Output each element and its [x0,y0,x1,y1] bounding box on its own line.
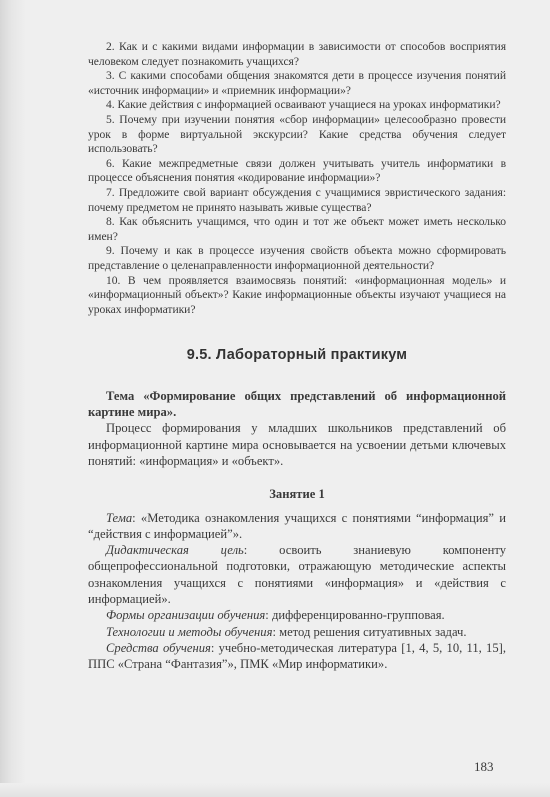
question-item: 9. Почему и как в процессе изучения свойств объекта можно сформировать представление о целенаправленности информационной деятельности? [88,244,506,272]
theme-heading: Тема «Формирование общих представлений об информационной картине мира». [88,389,506,420]
lesson-details [88,510,506,673]
question-item: 4. Какие действия с информацией осваивают учащиеся на уроках информатики? [106,98,501,112]
lesson-forms-label: Формы организации обучения [106,608,266,623]
question-item: 8. Как объяснить учащимся, что один и тот же объект может иметь несколько имен? [88,215,506,243]
question-item: 5. Почему при изучении понятия «сбор информации» целесообразно провести урок в форме виртуальной экскурсии? Какие средства обучения следует использовать? [88,112,506,156]
lesson-goal [88,542,506,607]
lesson-title: Занятие 1 [269,486,325,501]
questions-list [88,40,506,317]
lesson-methods-text: : метод решения ситуативных задач. [272,624,467,639]
lesson-tools-text: : учебно-методическая литература [1, 4, 5, 10, 11, 15], ППС «Страна “Фантазия”», ПМК «Мир информатики». [88,640,506,672]
lesson-forms [88,607,506,623]
lesson-topic-text: : «Методика ознакомления учащихся с понятиями “информация” и “действия с информацией”». [88,510,506,541]
lesson-methods [88,624,506,640]
lesson-tools-label: Средства обучения [106,640,211,655]
question-item: 3. С какими способами общения знакомятся дети в процессе изучения понятий «источник информации» и «приемник информации»? [88,69,506,97]
question-item: 2. Как и с какими видами информации в зависимости от способов восприятия человеком следует познакомить учащихся? [88,40,506,68]
lesson-forms-text: : дифференцированно-групповая. [265,608,445,623]
lesson-goal-text: : освоить знаниевую компоненту общепрофессиональной подготовки, отражающую методические аспекты ознакомления учащихся с понятиями «информация» и «действия с информацией». [88,543,506,606]
question-item: 7. Предложите свой вариант обсуждения с учащимися эвристического задания: почему предметом не принято называть живые существа? [88,185,506,214]
lesson-methods-label: Технологии и методы обучения [106,624,273,639]
page-bottom-shadow [0,783,550,797]
lesson-topic [88,510,506,543]
lesson-tools [88,640,506,673]
section-title: 9.5. Лабораторный практикум [186,347,408,364]
page-number: 183 [474,759,494,774]
page-content [88,40,506,672]
question-item: 10. В чем проявляется взаимосвязь понятий: «информационная модель» и «информационный объект»? Какие информационные объекты изучают учащиеся на уроках информатики? [88,273,506,316]
intro-paragraph: Процесс формирования у младших школьников представлений об информационной картине мира основывается на усвоении детьми ключевых понятий: «информация» и «объект». [88,421,506,469]
question-item: 6. Какие межпредметные связи должен учитывать учитель информатики в процессе объяснения понятия «кодирование информации»? [88,156,506,185]
page-spine-shadow [0,0,26,797]
lesson-topic-label: Тема [106,510,133,525]
lesson-goal-label: Дидактическая цель [106,543,244,558]
